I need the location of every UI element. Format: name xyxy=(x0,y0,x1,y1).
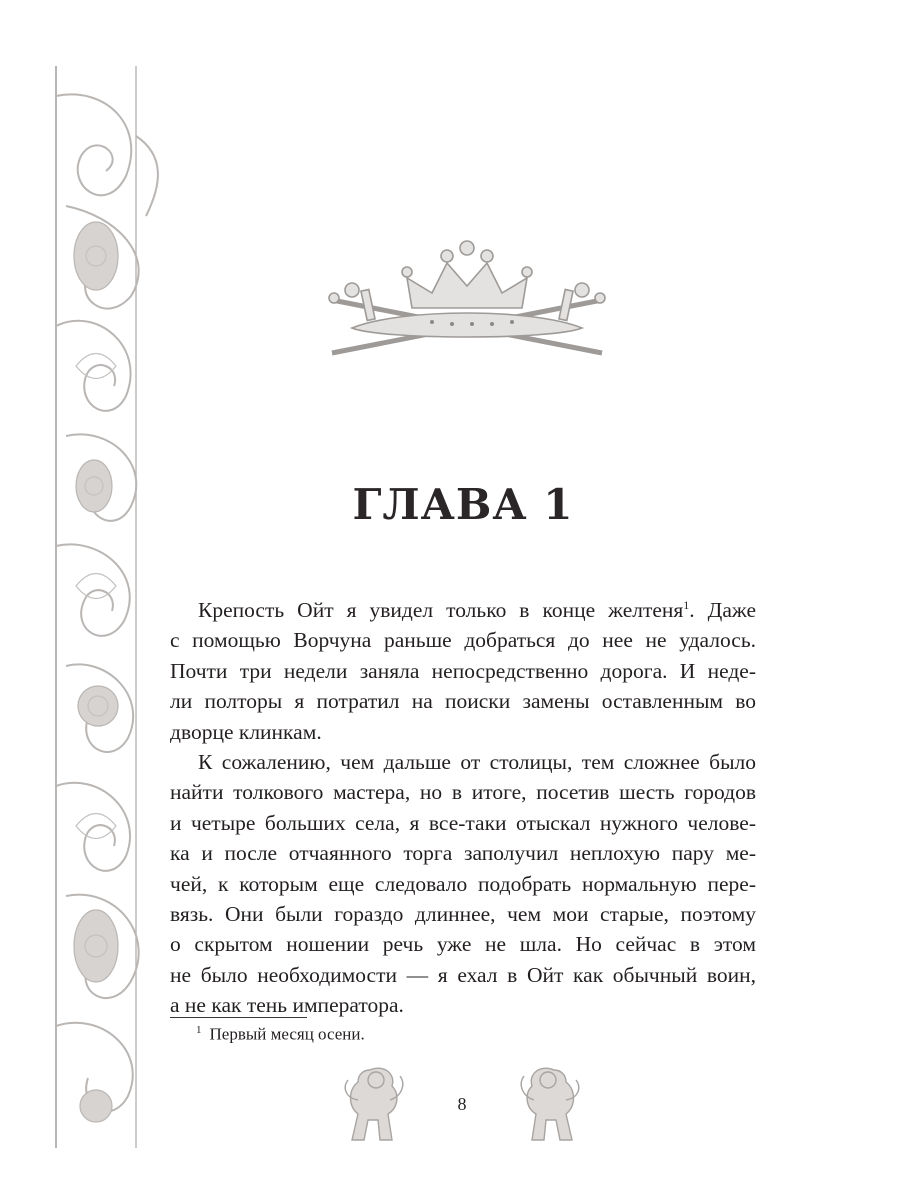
floral-griffin-border-icon xyxy=(36,66,166,1148)
text-line: а не как тень императора. xyxy=(170,993,404,1018)
footnote-marker: 1 xyxy=(196,1024,202,1036)
text-line: с помощью Ворчуна раньше добраться до нее не удалось. xyxy=(170,628,756,653)
text-line: ли полторы я потратил на поиски замены оставленным во xyxy=(170,689,756,714)
footnote-reference[interactable]: 1 xyxy=(683,597,690,612)
chapter-body xyxy=(170,595,756,1021)
text-line: дворце клинкам. xyxy=(170,719,322,744)
crown-crossed-swords-icon xyxy=(312,238,622,366)
text-line: и четыре больших села, я все-таки отыскал нужного челове- xyxy=(170,810,756,835)
text-line: чей, к которым еще следовало подобрать нормальную пере- xyxy=(170,871,756,896)
text-line: не было необходимости — я ехал в Ойт как обычный воин, xyxy=(170,962,756,987)
text-line: вязь. Они были гораздо длиннее, чем мои старые, поэтому xyxy=(170,902,756,927)
rampant-lion-icon xyxy=(340,1060,408,1146)
footnote-text: Первый месяц осени. xyxy=(209,1024,365,1044)
text-line: К сожалению, чем дальше от столицы, тем сложнее было xyxy=(198,750,756,775)
rampant-lion-icon xyxy=(516,1060,584,1146)
footnote xyxy=(196,1024,365,1045)
footnote-divider xyxy=(170,1017,307,1018)
text-line: о скрытом ношении речь уже не шла. Но сейчас в этом xyxy=(170,932,756,957)
text-line: найти толкового мастера, но в итоге, посетив шесть городов xyxy=(170,780,756,805)
chapter-title: ГЛАВА 1 xyxy=(352,480,574,529)
page-number: 8 xyxy=(457,1094,467,1114)
text-line: ка и после отчаянного торга заполучил неплохую пару ме- xyxy=(170,841,756,866)
text-line: Почти три недели заняла непосредственно дорога. И неде- xyxy=(170,658,756,683)
text-line: Крепость Ойт я увидел только в конце желтеня$^1$. Даже xyxy=(198,597,756,622)
